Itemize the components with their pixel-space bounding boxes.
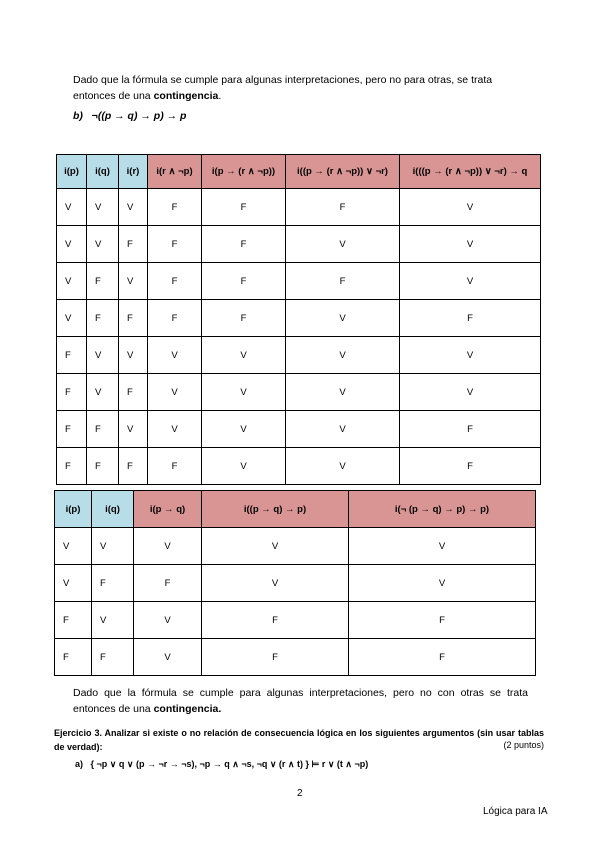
- table-cell: V: [55, 528, 92, 565]
- table-cell: V: [148, 337, 202, 374]
- table-cell: V: [148, 374, 202, 411]
- table-cell: V: [400, 226, 541, 263]
- table-cell: V: [286, 226, 400, 263]
- table-cell: F: [87, 448, 119, 485]
- table-cell: V: [87, 337, 119, 374]
- table-cell: F: [87, 263, 119, 300]
- table-cell: F: [55, 602, 92, 639]
- table-cell: V: [134, 602, 202, 639]
- table-cell: F: [148, 448, 202, 485]
- table-cell: F: [55, 639, 92, 676]
- table-cell: V: [92, 528, 134, 565]
- table-cell: V: [119, 263, 148, 300]
- table1-body: [57, 189, 541, 485]
- table-cell: F: [400, 448, 541, 485]
- page-number: 2: [297, 788, 303, 799]
- header-iq: i(q): [87, 155, 119, 189]
- table-row: [55, 602, 536, 639]
- conclusion-text: Dado que la fórmula se cumple para algunas interpretaciones, pero no con otras se trata entonces de una: [73, 687, 528, 715]
- exercise3-statement: [54, 726, 544, 754]
- header-ip: i(p): [57, 155, 87, 189]
- table-cell: F: [87, 300, 119, 337]
- table-cell: V: [57, 263, 87, 300]
- table-cell: V: [286, 337, 400, 374]
- table-cell: F: [92, 565, 134, 602]
- header-ir: i(r): [119, 155, 148, 189]
- table-cell: F: [202, 602, 349, 639]
- table-cell: F: [202, 189, 286, 226]
- table-row: [55, 528, 536, 565]
- t2-header-col4: i((p → q) → p): [202, 491, 349, 528]
- table-cell: F: [119, 374, 148, 411]
- table-cell: F: [202, 263, 286, 300]
- item-b-formula: ¬((p → q) → p) → p: [91, 110, 187, 122]
- exercise3-points: (2 puntos): [503, 740, 544, 750]
- table-cell: F: [148, 189, 202, 226]
- intro-end: .: [218, 90, 222, 102]
- table-cell: V: [92, 602, 134, 639]
- table1-header-row: [57, 155, 541, 189]
- item-b: [73, 108, 186, 124]
- header-col7: i(((p → (r ∧ ¬p)) ∨ ¬r) → q: [400, 155, 541, 189]
- table-cell: F: [286, 263, 400, 300]
- table-cell: V: [286, 300, 400, 337]
- table-cell: V: [202, 411, 286, 448]
- table-cell: V: [57, 189, 87, 226]
- table-cell: V: [286, 411, 400, 448]
- t2-header-iq: i(q): [92, 491, 134, 528]
- table-cell: F: [286, 189, 400, 226]
- table-cell: F: [349, 602, 536, 639]
- table-cell: F: [148, 226, 202, 263]
- table-cell: V: [286, 374, 400, 411]
- table-cell: V: [148, 411, 202, 448]
- table-cell: F: [134, 565, 202, 602]
- table-cell: V: [87, 189, 119, 226]
- table-cell: V: [87, 374, 119, 411]
- table-cell: V: [202, 374, 286, 411]
- table-cell: V: [57, 226, 87, 263]
- table-cell: V: [119, 411, 148, 448]
- table-cell: V: [400, 189, 541, 226]
- table-cell: V: [349, 565, 536, 602]
- table-cell: V: [286, 448, 400, 485]
- course-name: Lógica para IA: [483, 806, 548, 817]
- table2-header-row: [55, 491, 536, 528]
- header-col4: i(r ∧ ¬p): [148, 155, 202, 189]
- table-cell: F: [92, 639, 134, 676]
- item-a-label: a): [75, 759, 84, 769]
- table-cell: F: [119, 448, 148, 485]
- table-cell: F: [400, 411, 541, 448]
- table-cell: V: [134, 528, 202, 565]
- truth-table-1: [56, 154, 541, 485]
- table-row: [57, 226, 541, 263]
- table-cell: V: [57, 300, 87, 337]
- table-cell: V: [400, 337, 541, 374]
- header-col6: i((p → (r ∧ ¬p)) ∨ ¬r): [286, 155, 400, 189]
- table-cell: F: [400, 300, 541, 337]
- conclusion-bold: contingencia.: [153, 703, 222, 715]
- table-cell: V: [119, 337, 148, 374]
- table-cell: F: [148, 263, 202, 300]
- table-cell: F: [202, 300, 286, 337]
- table-row: [57, 300, 541, 337]
- header-col5: i(p → (r ∧ ¬p)): [202, 155, 286, 189]
- table-row: [57, 189, 541, 226]
- table-cell: F: [202, 226, 286, 263]
- table-cell: V: [202, 565, 349, 602]
- exercise3-label: Ejercicio 3.: [54, 728, 102, 738]
- intro-paragraph: [73, 72, 528, 104]
- table-row: [55, 565, 536, 602]
- table-cell: F: [119, 226, 148, 263]
- item-b-label: b): [73, 110, 83, 122]
- table-cell: F: [87, 411, 119, 448]
- table-row: [57, 448, 541, 485]
- table-cell: F: [202, 639, 349, 676]
- table-row: [57, 337, 541, 374]
- table-cell: V: [400, 374, 541, 411]
- t2-header-col3: i(p → q): [134, 491, 202, 528]
- table-cell: F: [119, 300, 148, 337]
- table-row: [57, 263, 541, 300]
- exercise3-text: Analizar si existe o no relación de consecuencia lógica en los siguientes argumentos (sin usar tablas de verdad):: [54, 728, 544, 752]
- table2-body: [55, 528, 536, 676]
- table-cell: V: [202, 528, 349, 565]
- table-cell: F: [57, 337, 87, 374]
- item-a: [75, 759, 368, 770]
- table-row: [57, 411, 541, 448]
- table-cell: F: [349, 639, 536, 676]
- table-cell: V: [349, 528, 536, 565]
- table-cell: V: [202, 337, 286, 374]
- table-cell: V: [55, 565, 92, 602]
- intro-text: Dado que la fórmula se cumple para algunas interpretaciones, pero no para otras, se trata entonces de una: [73, 74, 493, 102]
- table-cell: V: [134, 639, 202, 676]
- table-row: [55, 639, 536, 676]
- table-row: [57, 374, 541, 411]
- table-cell: F: [57, 374, 87, 411]
- table-cell: F: [148, 300, 202, 337]
- table-cell: V: [87, 226, 119, 263]
- table-cell: V: [400, 263, 541, 300]
- table-cell: F: [57, 411, 87, 448]
- t2-header-col5: i(¬ (p → q) → p) → p): [349, 491, 536, 528]
- table-cell: F: [57, 448, 87, 485]
- conclusion-paragraph: [73, 685, 528, 717]
- table-cell: V: [202, 448, 286, 485]
- intro-bold: contingencia: [153, 90, 219, 102]
- t2-header-ip: i(p): [55, 491, 92, 528]
- item-a-formula: { ¬p ∨ q ∨ (p → ¬r → ¬s), ¬p → q ∧ ¬s, ¬q ∨ (r ∧ t) } ⊨ r ∨ (t ∧ ¬p): [90, 759, 369, 769]
- truth-table-2: [54, 490, 536, 676]
- table-cell: V: [119, 189, 148, 226]
